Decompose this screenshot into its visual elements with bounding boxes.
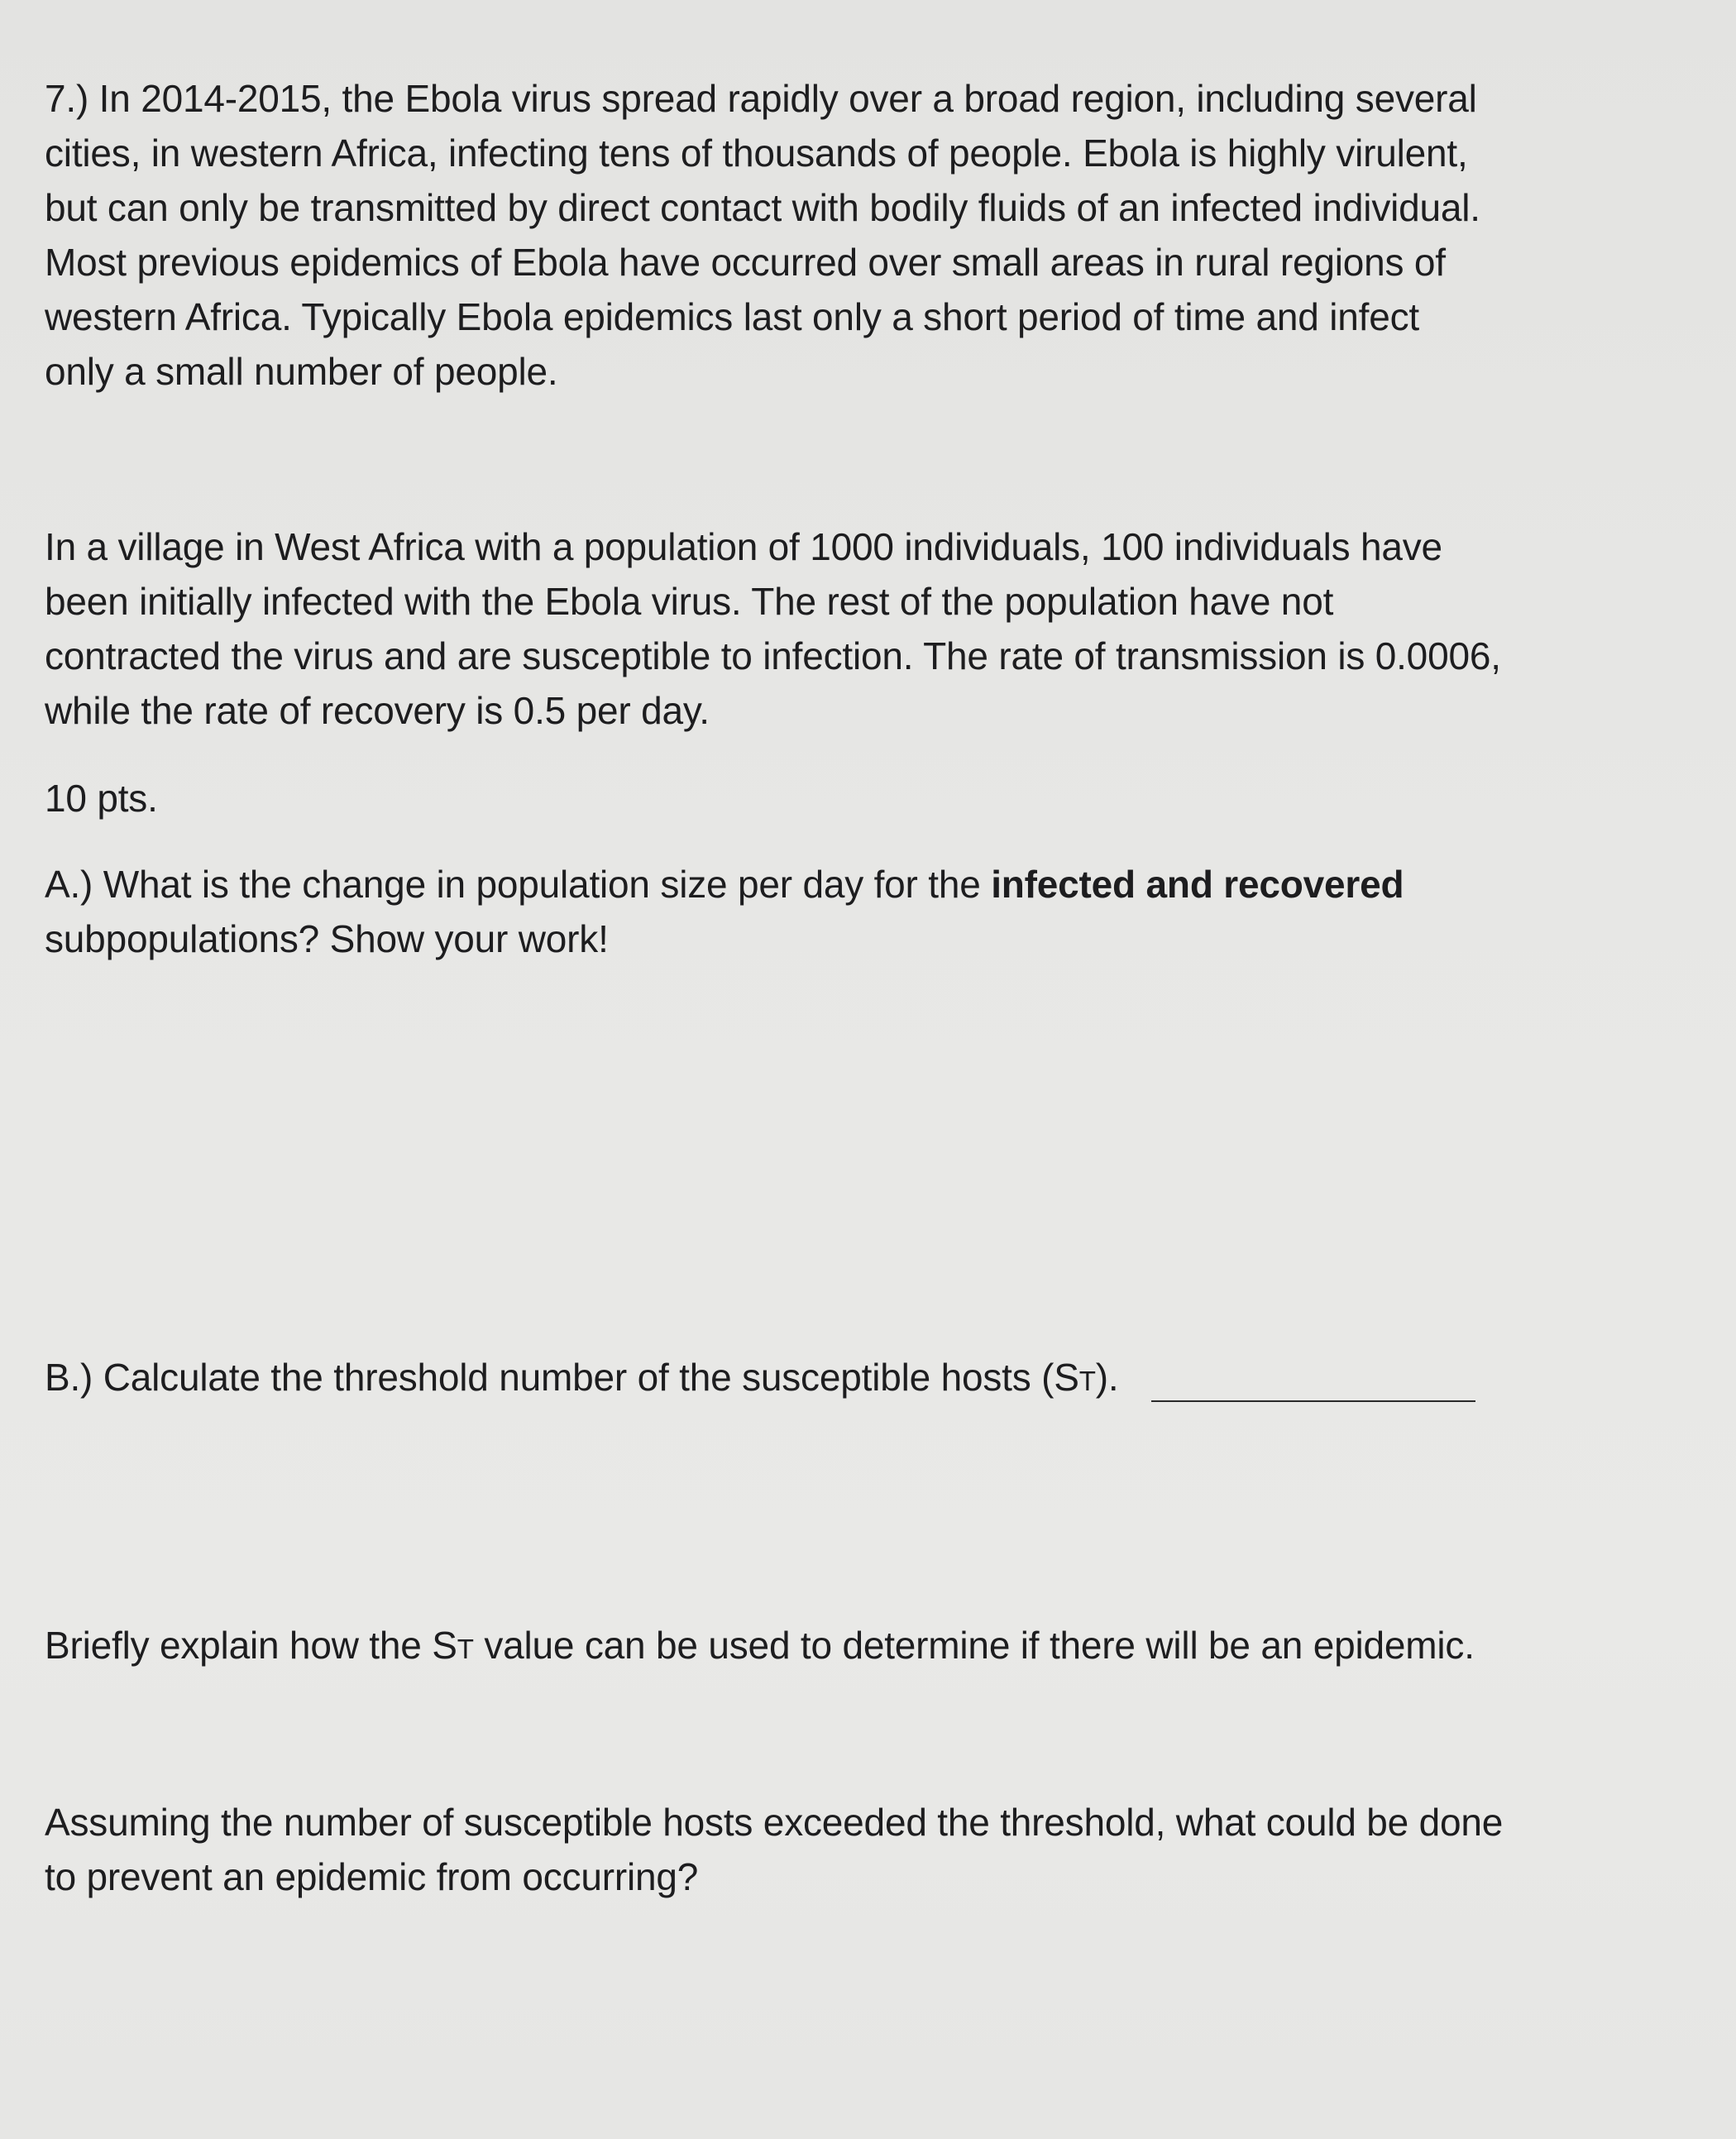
intro-line: but can only be transmitted by direct contact with bodily fluids of an infected individual. [45, 186, 1480, 229]
intro-line: Most previous epidemics of Ebola have occurred over small areas in rural regions of [45, 241, 1446, 284]
question-a [45, 857, 1657, 966]
scenario-paragraph [45, 519, 1657, 738]
question-b-text: B.) Calculate the threshold number of the susceptible hosts (S [45, 1356, 1079, 1399]
question-a-line [45, 857, 1657, 912]
question-explain-text: Briefly explain how the S [45, 1624, 457, 1667]
intro-paragraph [45, 71, 1657, 399]
question-a-text: A.) What is the change in population size per day for the [45, 863, 992, 906]
intro-line: cities, in western Africa, infecting tens of thousands of people. Ebola is highly virulent, [45, 132, 1468, 175]
question-explain-text-end: value can be used to determine if there will be an epidemic. [473, 1624, 1475, 1667]
question-b-text-end: ). [1095, 1356, 1119, 1399]
threshold-subscript: T [1078, 1366, 1096, 1397]
scenario-line: been initially infected with the Ebola virus. The rest of the population have not [45, 580, 1334, 623]
scenario-line: contracted the virus and are susceptible to infection. The rate of transmission is 0.0006, [45, 634, 1501, 677]
intro-line: 7.) In 2014-2015, the Ebola virus spread rapidly over a broad region, including several [45, 77, 1477, 120]
question-b-line [45, 1350, 1657, 1409]
answer-blank-line [1151, 1400, 1475, 1402]
points-label: 10 pts. [45, 777, 158, 820]
intro-line: only a small number of people. [45, 350, 558, 393]
question-explain-line [45, 1618, 1657, 1677]
question-a-line: subpopulations? Show your work! [45, 917, 609, 960]
question-prevent [45, 1795, 1657, 1904]
question-a-emphasis: infected and recovered [991, 863, 1404, 906]
threshold-subscript: T [457, 1634, 474, 1665]
question-prevent-line: Assuming the number of susceptible hosts exceeded the threshold, what could be done [45, 1801, 1504, 1844]
question-prevent-line: to prevent an epidemic from occurring? [45, 1855, 699, 1898]
question-explain [45, 1618, 1657, 1677]
scenario-line: while the rate of recovery is 0.5 per day. [45, 689, 710, 732]
intro-line: western Africa. Typically Ebola epidemics last only a short period of time and infect [45, 295, 1419, 338]
question-b [45, 1350, 1657, 1409]
scenario-line: In a village in West Africa with a population of 1000 individuals, 100 individuals have [45, 525, 1442, 568]
